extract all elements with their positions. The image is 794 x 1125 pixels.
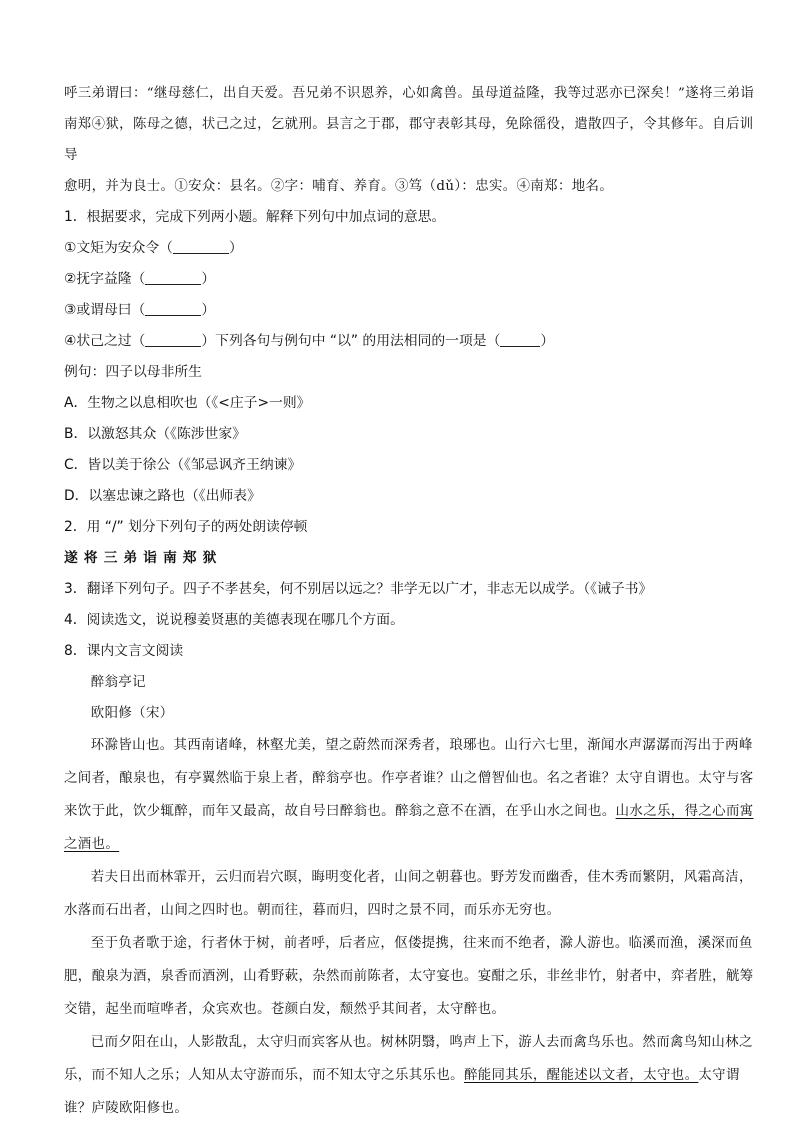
pause-sentence: 遂将三弟诣南郑狱: [64, 550, 223, 566]
answer-blank[interactable]: [173, 239, 229, 254]
question-stem: 8．课内文言文阅读: [64, 643, 184, 659]
example-sentence: 例句：四子以母非所生: [64, 364, 202, 380]
fill-item: [64, 326, 756, 357]
paragraph-text: 太守谓谁？庐陵欧阳修也。: [64, 1068, 740, 1116]
answer-blank[interactable]: [145, 332, 201, 347]
passage-line: 呼三弟谓曰：“继母慈仁，出自天爱。吾兄弟不识恩养，心如禽兽。虽母道益隆，我等过恶亦已深矣！”遂将三弟诣: [64, 86, 755, 101]
question-stem: 4．阅读选文，说说穆姜贤惠的美德表现在哪几个方面。: [64, 612, 404, 628]
question-1: [64, 202, 756, 512]
paragraph-text: 已而夕阳在山，人影散乱，太守归而宾客从也。树林阴翳，鸣声上下，游人去而禽鸟乐也。然而禽鸟知山林之乐，而不知人之乐；人知从太守游而乐，而不知太守之乐其乐也。: [64, 1035, 753, 1083]
passage-line: 愈明，并为良士。①安众：县名。②字：哺育、养育。③笃（dǔ）：忠实。④南郑：地名。: [64, 179, 614, 194]
fill-item-close: ）: [540, 333, 555, 349]
underlined-sentence: 醉能同其乐，醒能述以文者，太守也。: [463, 1068, 699, 1083]
question-8: [64, 636, 756, 1125]
question-3: [64, 574, 756, 605]
paragraph-text: 环滁皆山也。其西南诸峰，林壑尤美，望之蔚然而深秀者，琅琊也。山行六七里，渐闻水声潺潺而泻出于两峰之间者，酿泉也，有亭翼然临于泉上者，醉翁亭也。作亭者谁？山之僧智仙也。名之者谁？太守自谓也。太守与客来饮于此，饮少辄醉，而年又最高，故自号曰醉翁也。醉翁之意不在酒，在乎山水之间也。: [64, 738, 754, 819]
fill-item-text: ②抚字益隆（: [64, 271, 146, 287]
question-4: [64, 605, 756, 636]
passage-paragraph: 若夫日出而林霏开，云归而岩穴暝，晦明变化者，山间之朝暮也。野芳发而幽香，佳木秀而繁阴，风霜高洁，水落而石出者，山间之四时也。朝而往，暮而归，四时之景不同，而乐亦无穷也。: [64, 870, 753, 918]
question-stem: 2．用 “/” 划分下列句子的两处朗读停顿: [64, 519, 308, 535]
passage-author: 欧阳修（宋）: [90, 706, 174, 721]
underlined-sentence: 山水之乐，得之心而寓之酒也。: [64, 804, 754, 852]
fill-item: [64, 233, 756, 264]
passage-line: 南郑④狱，陈母之德，状己之过，乞就刑。县言之于郡，郡守表彰其母，免除徭役，遣散四子，令其修年。自后训导: [64, 117, 754, 163]
answer-blank[interactable]: [500, 332, 540, 347]
fill-item-close: ）: [201, 302, 216, 318]
question-stem: 3．翻译下列句子。四子不孝甚矣，何不别居以远之？非学无以广才，非志无以成学。（《诫子书》: [64, 581, 653, 597]
question-2: [64, 512, 756, 574]
fill-item-close: ）: [201, 271, 216, 287]
fill-item: [64, 264, 756, 295]
option-d: D．以塞忠谏之路也（《出师表》: [64, 488, 261, 504]
passage-paragraph: 至于负者歌于途，行者休于树，前者呼，后者应，伛偻提携，往来而不绝者，滁人游也。临溪而渔，溪深而鱼肥，酿泉为酒，泉香而酒洌，山肴野蔌，杂然而前陈者，太守宴也。宴酣之乐，非丝非竹，射者中，弈者胜，觥筹交错，起坐而喧哗者，众宾欢也。苍颜白发，颓然乎其间者，太守醉也。: [64, 936, 754, 1017]
passage-title: 醉翁亭记: [90, 675, 146, 690]
fill-item-close: ）: [228, 240, 243, 256]
option-b: B．以激怒其众（《陈涉世家》: [64, 426, 246, 442]
option-c: C．皆以美于徐公（《邹忌讽齐王纳谏》: [64, 457, 302, 473]
passage-paragraph: [64, 1026, 756, 1125]
option-a: A．生物之以息相吹也（《<庄子>一则》: [64, 395, 311, 411]
passage-paragraph: [64, 729, 756, 861]
passage-top: [64, 78, 756, 202]
question-stem: 1．根据要求，完成下列两小题。解释下列句中加点词的意思。: [64, 209, 446, 225]
fill-item-text: ）下列各句与例句中 “以” 的用法相同的一项是（: [201, 333, 501, 349]
answer-blank[interactable]: [145, 270, 201, 285]
fill-item: [64, 295, 756, 326]
fill-item-text: ④状己之过（: [64, 333, 146, 349]
document-page: [64, 78, 756, 1125]
answer-blank[interactable]: [145, 301, 201, 316]
fill-item-text: ①文矩为安众令（: [64, 240, 173, 256]
fill-item-text: ③或谓母曰（: [64, 302, 146, 318]
